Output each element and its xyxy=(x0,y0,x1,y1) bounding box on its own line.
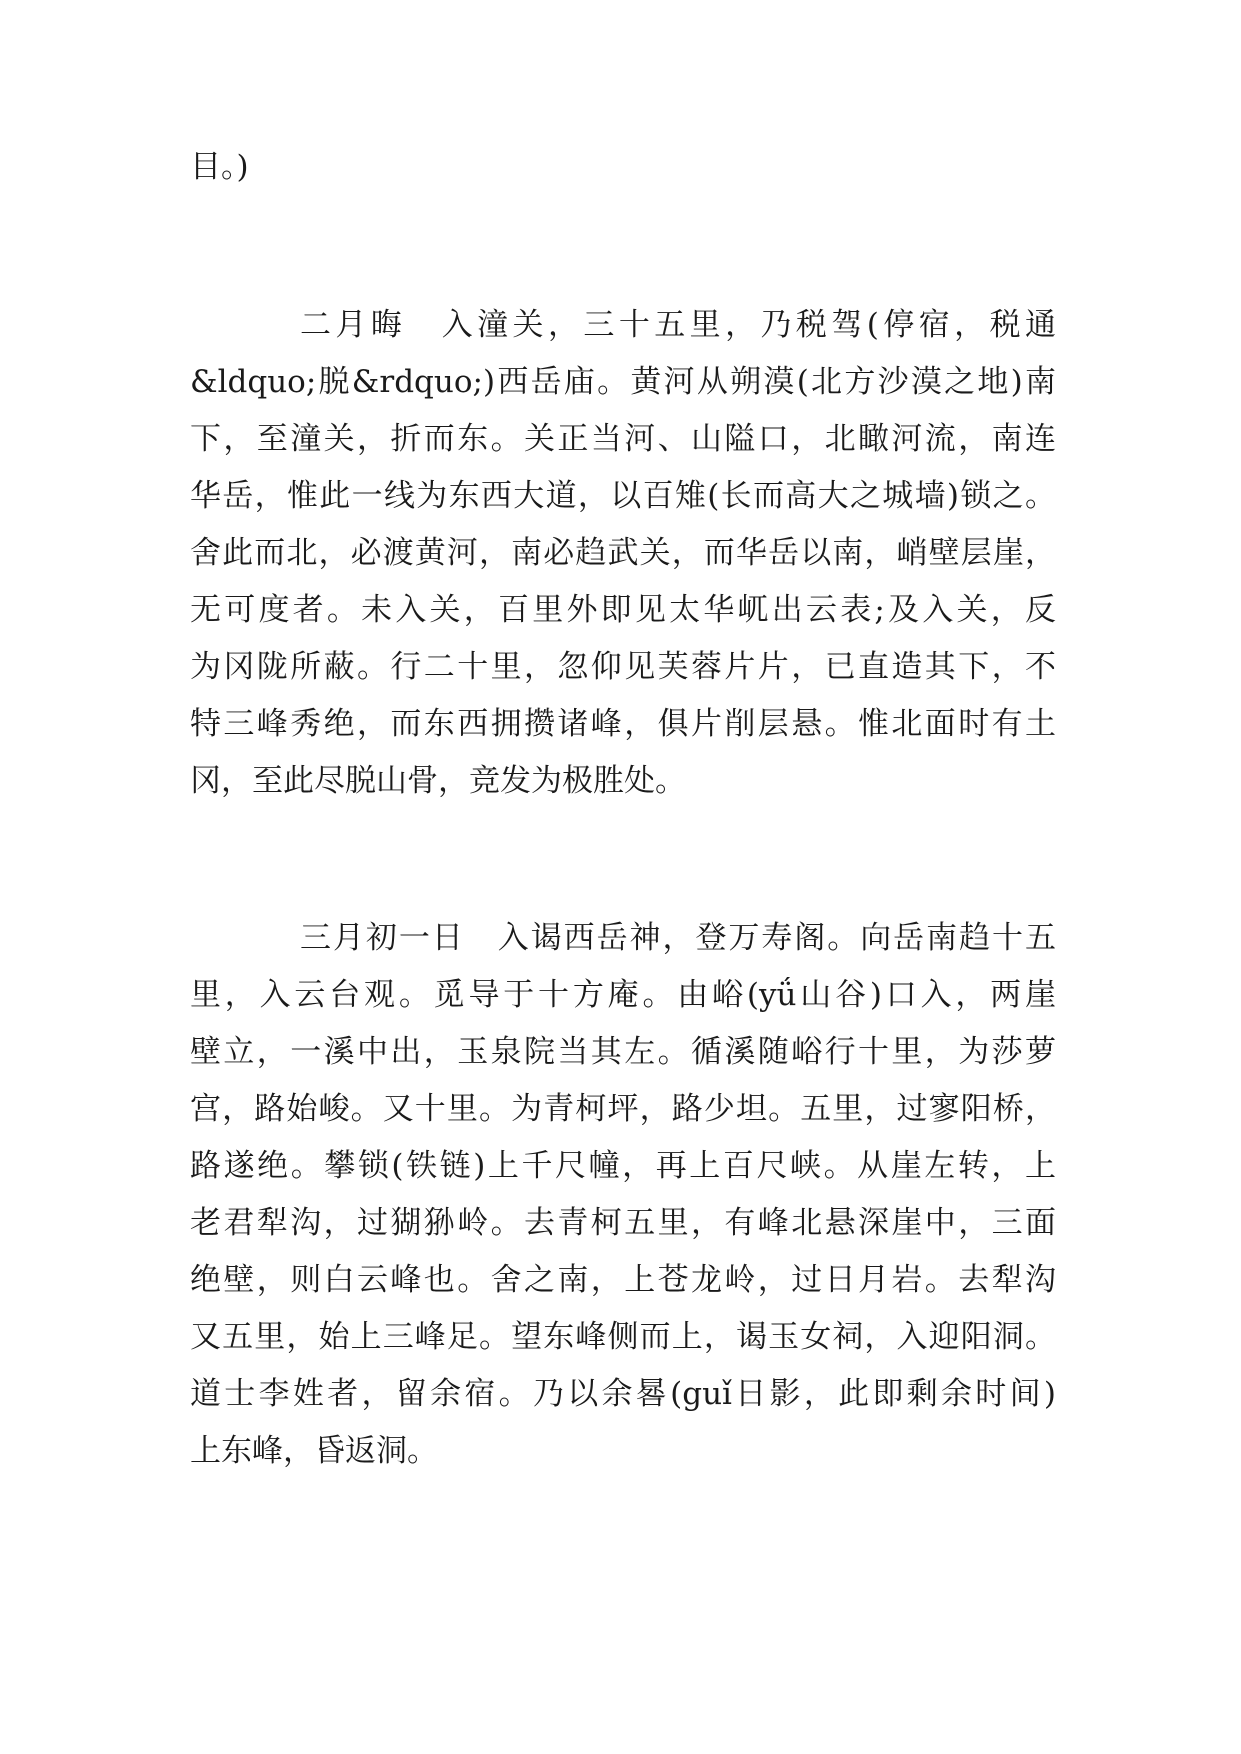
paragraph-0-line-1: 目。) xyxy=(190,149,249,185)
paragraph-2-line-2: 里，入云台观。觅导于十方庵。由峪(yǘ山谷)口入，两崖 xyxy=(190,977,1056,1013)
paragraph-1-line-8: 特三峰秀绝，而东西拥攒诸峰，俱片削层悬。惟北面时有土 xyxy=(190,706,1056,742)
paragraph-1-line-3: 下，至潼关，折而东。关正当河、山隘口，北瞰河流，南连 xyxy=(190,421,1056,457)
paragraph-2-line-9: 道士李姓者，留余宿。乃以余晷(guǐ日影，此即剩余时间) xyxy=(190,1376,1056,1412)
paragraph-2-line-5: 路遂绝。攀锁(铁链)上千尺幢，再上百尺峡。从崖左转，上 xyxy=(190,1148,1056,1184)
paragraph-1-line-5: 舍此而北，必渡黄河，南必趋武关，而华岳以南，峭壁层崖， xyxy=(190,535,1056,571)
paragraph-1-line-9: 冈，至此尽脱山骨，竞发为极胜处。 xyxy=(190,763,686,799)
paragraph-1-line-1: 二月晦 入潼关，三十五里，乃税驾(停宿，税通 xyxy=(300,307,1056,343)
paragraph-2-line-8: 又五里，始上三峰足。望东峰侧而上，谒玉女祠，入迎阳洞。 xyxy=(190,1319,1056,1355)
paragraph-2-line-1: 三月初一日 入谒西岳神，登万寿阁。向岳南趋十五 xyxy=(300,920,1056,956)
paragraph-2-line-4: 宫，路始峻。又十里。为青柯坪，路少坦。五里，过寥阳桥， xyxy=(190,1091,1056,1127)
paragraph-1-line-7: 为冈陇所蔽。行二十里，忽仰见芙蓉片片，已直造其下，不 xyxy=(190,649,1056,685)
paragraph-1-line-4: 华岳，惟此一线为东西大道，以百雉(长而高大之城墙)锁之。 xyxy=(190,478,1056,514)
paragraph-2-line-7: 绝壁，则白云峰也。舍之南，上苍龙岭，过日月岩。去犁沟 xyxy=(190,1262,1056,1298)
paragraph-1-line-6: 无可度者。未入关，百里外即见太华屼出云表;及入关，反 xyxy=(190,592,1056,628)
paragraph-2-line-6: 老君犁沟，过猢狲岭。去青柯五里，有峰北悬深崖中，三面 xyxy=(190,1205,1056,1241)
paragraph-1-line-2: &ldquo;脱&rdquo;)西岳庙。黄河从朔漠(北方沙漠之地)南 xyxy=(190,364,1056,400)
paragraph-2-line-3: 壁立，一溪中出，玉泉院当其左。循溪随峪行十里，为莎萝 xyxy=(190,1034,1056,1070)
paragraph-2-line-10: 上东峰，昏返洞。 xyxy=(190,1433,438,1469)
